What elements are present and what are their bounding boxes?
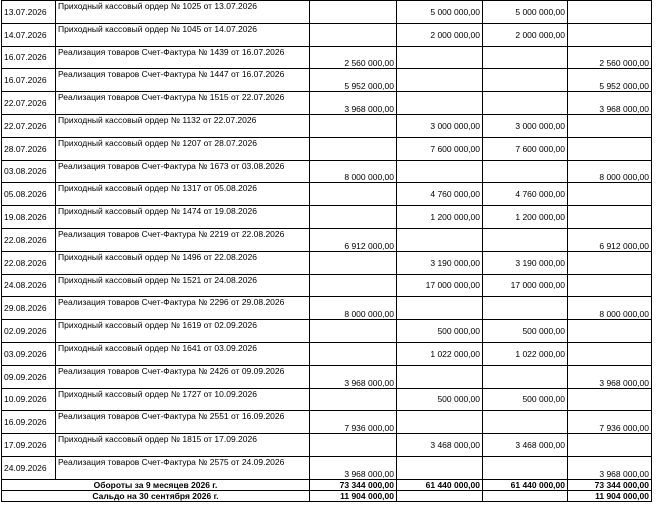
date-cell: 09.09.2026 <box>2 365 56 388</box>
debit-cell <box>310 114 397 137</box>
credit-cell-2: 1 022 000,00 <box>483 342 568 365</box>
table-row <box>2 1 652 24</box>
table-row <box>2 183 652 206</box>
description-cell: Реализация товаров Счет-Фактура № 2426 от 09.09.2026 <box>56 365 310 388</box>
description-cell: Реализация товаров Счет-Фактура № 1447 от 16.07.2026 <box>56 69 310 92</box>
date-cell: 13.07.2026 <box>2 1 56 24</box>
description-cell: Реализация товаров Счет-Фактура № 2219 от 22.08.2026 <box>56 228 310 251</box>
description-cell: Приходный кассовый ордер № 1132 от 22.07.2026 <box>56 114 310 137</box>
description-cell: Приходный кассовый ордер № 1641 от 03.09.2026 <box>56 342 310 365</box>
balance-cell <box>568 23 652 46</box>
date-cell: 03.08.2026 <box>2 160 56 183</box>
total-label: Обороты за 9 месяцев 2026 г. <box>2 479 310 490</box>
description-cell: Реализация товаров Счет-Фактура № 1439 от 16.07.2026 <box>56 46 310 69</box>
debit-cell: 3 968 000,00 <box>310 365 397 388</box>
date-cell: 22.08.2026 <box>2 251 56 274</box>
balance-cell <box>568 183 652 206</box>
balance-cell <box>568 137 652 160</box>
credit-cell <box>397 228 483 251</box>
table-row <box>2 297 652 320</box>
credit-cell: 3 468 000,00 <box>397 434 483 457</box>
credit-cell-2: 500 000,00 <box>483 320 568 343</box>
total-credit-2: 61 440 000,00 <box>483 479 568 490</box>
balance-cell: 6 912 000,00 <box>568 228 652 251</box>
credit-cell-2 <box>483 456 568 479</box>
total-credit <box>397 490 483 501</box>
credit-cell: 1 022 000,00 <box>397 342 483 365</box>
balance-cell: 3 968 000,00 <box>568 365 652 388</box>
date-cell: 10.09.2026 <box>2 388 56 411</box>
date-cell: 16.07.2026 <box>2 46 56 69</box>
description-cell: Приходный кассовый ордер № 1727 от 10.09.2026 <box>56 388 310 411</box>
debit-cell <box>310 274 397 297</box>
balance-cell <box>568 251 652 274</box>
date-cell: 22.07.2026 <box>2 92 56 115</box>
balance-cell: 8 000 000,00 <box>568 297 652 320</box>
table-row <box>2 434 652 457</box>
date-cell: 28.07.2026 <box>2 137 56 160</box>
credit-cell: 17 000 000,00 <box>397 274 483 297</box>
debit-cell: 8 000 000,00 <box>310 297 397 320</box>
balance-cell: 8 000 000,00 <box>568 160 652 183</box>
debit-cell: 7 936 000,00 <box>310 411 397 434</box>
debit-cell <box>310 434 397 457</box>
credit-cell-2 <box>483 365 568 388</box>
total-credit-2 <box>483 490 568 501</box>
balance-cell <box>568 320 652 343</box>
balance-cell: 2 560 000,00 <box>568 46 652 69</box>
debit-cell <box>310 23 397 46</box>
credit-cell: 500 000,00 <box>397 320 483 343</box>
description-cell: Приходный кассовый ордер № 1521 от 24.08.2026 <box>56 274 310 297</box>
table-row <box>2 69 652 92</box>
credit-cell-2: 2 000 000,00 <box>483 23 568 46</box>
date-cell: 24.08.2026 <box>2 274 56 297</box>
debit-cell: 8 000 000,00 <box>310 160 397 183</box>
balance-cell <box>568 274 652 297</box>
credit-cell-2: 3 190 000,00 <box>483 251 568 274</box>
balance-cell <box>568 206 652 229</box>
table-row <box>2 228 652 251</box>
date-cell: 16.09.2026 <box>2 411 56 434</box>
credit-cell-2 <box>483 92 568 115</box>
credit-cell-2: 4 760 000,00 <box>483 183 568 206</box>
table-row <box>2 160 652 183</box>
table-row <box>2 137 652 160</box>
credit-cell-2: 500 000,00 <box>483 388 568 411</box>
balance-cell: 5 952 000,00 <box>568 69 652 92</box>
description-cell: Приходный кассовый ордер № 1317 от 05.08.2026 <box>56 183 310 206</box>
credit-cell: 1 200 000,00 <box>397 206 483 229</box>
date-cell: 22.07.2026 <box>2 114 56 137</box>
date-cell: 22.08.2026 <box>2 228 56 251</box>
ledger-body <box>2 1 652 502</box>
debit-cell <box>310 320 397 343</box>
description-cell: Реализация товаров Счет-Фактура № 1515 от 22.07.2026 <box>56 92 310 115</box>
credit-cell-2: 17 000 000,00 <box>483 274 568 297</box>
table-row <box>2 320 652 343</box>
credit-cell-2: 3 468 000,00 <box>483 434 568 457</box>
credit-cell <box>397 365 483 388</box>
debit-cell <box>310 206 397 229</box>
table-row <box>2 388 652 411</box>
description-cell: Приходный кассовый ордер № 1815 от 17.09.2026 <box>56 434 310 457</box>
credit-cell-2 <box>483 228 568 251</box>
table-row <box>2 456 652 479</box>
description-cell: Приходный кассовый ордер № 1045 от 14.07.2026 <box>56 23 310 46</box>
turnover-total-row <box>2 479 652 490</box>
credit-cell <box>397 411 483 434</box>
balance-cell <box>568 388 652 411</box>
table-row <box>2 23 652 46</box>
debit-cell <box>310 137 397 160</box>
description-cell: Реализация товаров Счет-Фактура № 2575 от 24.09.2026 <box>56 456 310 479</box>
credit-cell: 4 760 000,00 <box>397 183 483 206</box>
credit-cell: 7 600 000,00 <box>397 137 483 160</box>
table-row <box>2 342 652 365</box>
credit-cell-2 <box>483 297 568 320</box>
total-balance: 73 344 000,00 <box>568 479 652 490</box>
date-cell: 05.08.2026 <box>2 183 56 206</box>
total-debit: 73 344 000,00 <box>310 479 397 490</box>
credit-cell <box>397 160 483 183</box>
table-row <box>2 114 652 137</box>
total-label: Сальдо на 30 сентября 2026 г. <box>2 490 310 501</box>
balance-cell: 7 936 000,00 <box>568 411 652 434</box>
credit-cell-2 <box>483 411 568 434</box>
balance-cell <box>568 1 652 24</box>
date-cell: 02.09.2026 <box>2 320 56 343</box>
credit-cell <box>397 297 483 320</box>
description-cell: Реализация товаров Счет-Фактура № 2296 от 29.08.2026 <box>56 297 310 320</box>
credit-cell: 5 000 000,00 <box>397 1 483 24</box>
date-cell: 17.09.2026 <box>2 434 56 457</box>
credit-cell: 3 000 000,00 <box>397 114 483 137</box>
date-cell: 14.07.2026 <box>2 23 56 46</box>
balance-cell <box>568 342 652 365</box>
balance-cell <box>568 434 652 457</box>
credit-cell: 2 000 000,00 <box>397 23 483 46</box>
debit-cell <box>310 388 397 411</box>
description-cell: Приходный кассовый ордер № 1207 от 28.07.2026 <box>56 137 310 160</box>
date-cell: 19.08.2026 <box>2 206 56 229</box>
credit-cell-2: 3 000 000,00 <box>483 114 568 137</box>
date-cell: 29.08.2026 <box>2 297 56 320</box>
date-cell: 16.07.2026 <box>2 69 56 92</box>
description-cell: Реализация товаров Счет-Фактура № 2551 от 16.09.2026 <box>56 411 310 434</box>
debit-cell: 3 968 000,00 <box>310 456 397 479</box>
total-credit: 61 440 000,00 <box>397 479 483 490</box>
table-row <box>2 251 652 274</box>
credit-cell-2: 7 600 000,00 <box>483 137 568 160</box>
credit-cell-2 <box>483 69 568 92</box>
debit-cell: 3 968 000,00 <box>310 92 397 115</box>
reconciliation-table <box>1 0 652 502</box>
table-row <box>2 206 652 229</box>
credit-cell <box>397 69 483 92</box>
table-row <box>2 365 652 388</box>
description-cell: Приходный кассовый ордер № 1474 от 19.08.2026 <box>56 206 310 229</box>
balance-cell <box>568 114 652 137</box>
total-debit: 11 904 000,00 <box>310 490 397 501</box>
debit-cell <box>310 1 397 24</box>
debit-cell <box>310 251 397 274</box>
debit-cell: 5 952 000,00 <box>310 69 397 92</box>
credit-cell: 3 190 000,00 <box>397 251 483 274</box>
description-cell: Приходный кассовый ордер № 1496 от 22.08.2026 <box>56 251 310 274</box>
closing-balance-row <box>2 490 652 501</box>
credit-cell-2 <box>483 46 568 69</box>
table-row <box>2 92 652 115</box>
description-cell: Реализация товаров Счет-Фактура № 1673 от 03.08.2026 <box>56 160 310 183</box>
credit-cell <box>397 46 483 69</box>
table-row <box>2 46 652 69</box>
date-cell: 03.09.2026 <box>2 342 56 365</box>
balance-cell: 3 968 000,00 <box>568 456 652 479</box>
table-row <box>2 274 652 297</box>
date-cell: 24.09.2026 <box>2 456 56 479</box>
credit-cell-2: 5 000 000,00 <box>483 1 568 24</box>
description-cell: Приходный кассовый ордер № 1025 от 13.07.2026 <box>56 1 310 24</box>
credit-cell-2 <box>483 160 568 183</box>
credit-cell <box>397 92 483 115</box>
total-balance: 11 904 000,00 <box>568 490 652 501</box>
debit-cell <box>310 342 397 365</box>
balance-cell: 3 968 000,00 <box>568 92 652 115</box>
table-row <box>2 411 652 434</box>
debit-cell: 2 560 000,00 <box>310 46 397 69</box>
debit-cell <box>310 183 397 206</box>
credit-cell <box>397 456 483 479</box>
credit-cell-2: 1 200 000,00 <box>483 206 568 229</box>
debit-cell: 6 912 000,00 <box>310 228 397 251</box>
description-cell: Приходный кассовый ордер № 1619 от 02.09.2026 <box>56 320 310 343</box>
credit-cell: 500 000,00 <box>397 388 483 411</box>
